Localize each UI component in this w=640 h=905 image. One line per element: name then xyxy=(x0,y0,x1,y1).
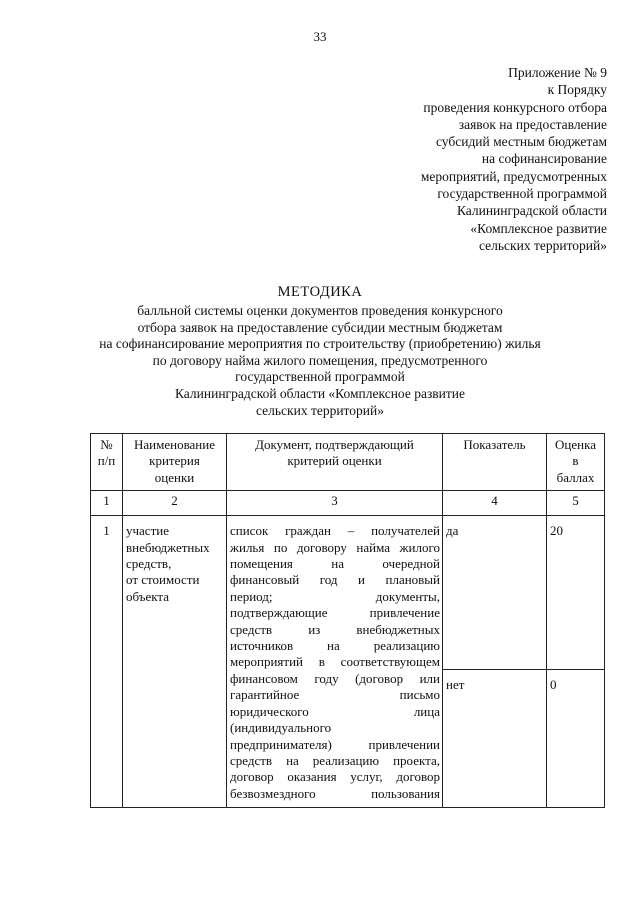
appendix-line: на софинансирование xyxy=(481,151,607,167)
header-num xyxy=(91,434,123,491)
indicator-yes: да xyxy=(443,516,547,670)
page-number: 33 xyxy=(313,29,327,44)
header-text: оценки xyxy=(154,469,195,485)
document-text: средств на реализацию проекта, xyxy=(230,752,440,768)
title-line: на софинансирование мероприятия по строительству (приобретению) жилья xyxy=(99,336,541,352)
header-text: Оценка xyxy=(555,437,596,452)
title-line: Калининградской области «Комплексное развитие xyxy=(174,385,466,401)
title-line: балльной системы оценки документов проведения конкурсного xyxy=(137,303,503,318)
criterion-text: от стоимости xyxy=(126,572,200,588)
header-indicator xyxy=(443,434,547,491)
criteria-table xyxy=(90,433,605,808)
header-text: в xyxy=(572,453,579,469)
document-text: юридического лица xyxy=(230,703,440,719)
document-cell xyxy=(227,516,443,808)
header-text: критерий оценки xyxy=(287,453,382,469)
appendix-header xyxy=(307,64,607,254)
appendix-line: заявок на предоставление xyxy=(458,116,607,132)
header-text: Показатель xyxy=(463,437,526,452)
document-text: гарантийное письмо xyxy=(230,687,440,703)
header-text: критерия xyxy=(149,453,200,469)
column-number: 5 xyxy=(547,491,605,516)
header-text: баллах xyxy=(556,469,595,485)
document-text: помещения на очередной xyxy=(230,556,440,572)
appendix-line: «Комплексное развитие xyxy=(470,220,607,236)
column-number: 4 xyxy=(443,491,547,516)
indicator-no: нет xyxy=(443,670,547,808)
header-text: п/п xyxy=(97,453,116,469)
column-number: 2 xyxy=(123,491,227,516)
document-text: источников на реализацию xyxy=(230,638,440,654)
appendix-line: Приложение № 9 xyxy=(508,65,607,80)
column-number: 1 xyxy=(91,491,123,516)
header-text: № xyxy=(100,437,113,452)
appendix-line: проведения конкурсного отбора xyxy=(423,99,607,115)
document-text: жилья по договору найма жилого xyxy=(230,539,440,555)
document-text: мероприятий в соответствующем xyxy=(230,654,440,670)
document-text: средств из внебюджетных xyxy=(230,621,440,637)
score-yes: 20 xyxy=(547,516,605,670)
criterion-text: участие xyxy=(126,523,169,539)
document-text: безвозмездного пользования xyxy=(230,785,440,801)
document-text: период; документы, xyxy=(230,588,440,604)
header-text: Документ, подтверждающий xyxy=(255,437,414,452)
title-line: государственной программой xyxy=(235,369,405,385)
title-line: сельских территорий» xyxy=(256,402,384,418)
title-line: по договору найма жилого помещения, предусмотренного xyxy=(152,352,488,368)
score-no: 0 xyxy=(547,670,605,808)
document-text: (индивидуального xyxy=(230,720,332,736)
criterion-text: средств, xyxy=(126,556,172,572)
document-title-block xyxy=(0,283,640,419)
criterion-text: объекта xyxy=(126,588,170,604)
document-text: список граждан – получателей xyxy=(230,523,440,539)
table-header-row xyxy=(91,434,605,491)
appendix-line: государственной программой xyxy=(437,186,607,202)
document-text: предпринимателя) привлечении xyxy=(230,736,440,752)
document-text: финансовый год и плановый xyxy=(230,572,440,588)
criterion-text: внебюджетных xyxy=(126,539,210,555)
header-text: Наименование xyxy=(134,437,215,452)
header-document xyxy=(227,434,443,491)
appendix-line: мероприятий, предусмотренных xyxy=(420,168,607,184)
column-number: 3 xyxy=(227,491,443,516)
row-number: 1 xyxy=(91,516,123,808)
document-text: подтверждающие привлечение xyxy=(230,605,440,621)
title-line: отбора заявок на предоставление субсидии местным бюджетам xyxy=(137,319,503,335)
appendix-line: к Порядку xyxy=(547,82,607,98)
column-number-row xyxy=(91,491,605,516)
criterion-cell xyxy=(123,516,227,808)
table-row xyxy=(91,516,605,670)
header-criterion-name xyxy=(123,434,227,491)
appendix-line: сельских территорий» xyxy=(479,237,607,253)
header-score xyxy=(547,434,605,491)
document-title: МЕТОДИКА xyxy=(277,284,363,300)
appendix-line: субсидий местным бюджетам xyxy=(435,134,607,150)
document-text: договор оказания услуг, договор xyxy=(230,769,440,785)
document-text: финансовом году (договор или xyxy=(230,670,440,686)
appendix-line: Калининградской области xyxy=(456,203,607,219)
